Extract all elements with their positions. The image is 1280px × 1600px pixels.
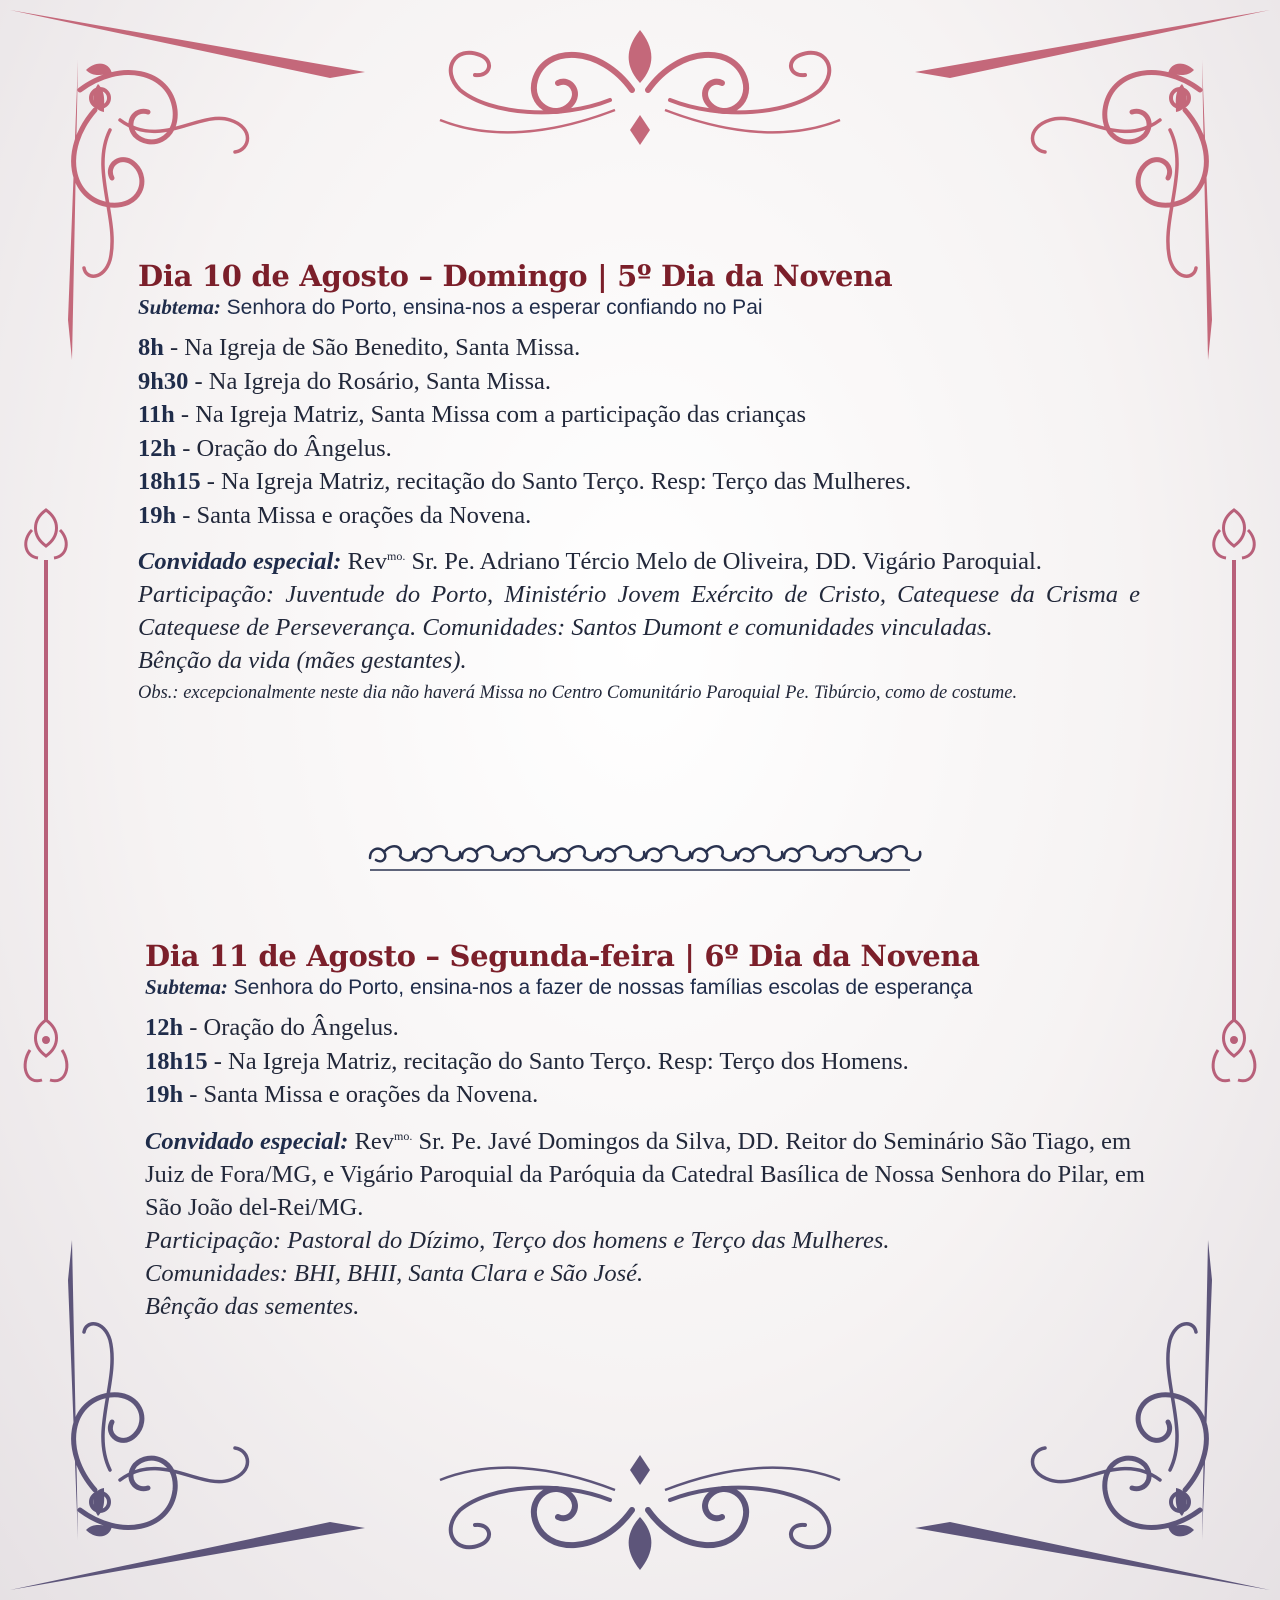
- ornament-right-bar: [1213, 510, 1255, 1081]
- schedule-time: 18h15: [138, 468, 201, 495]
- schedule-time: 12h: [145, 1014, 184, 1041]
- day2-subtheme: [145, 974, 1147, 1001]
- schedule-time: 12h: [138, 434, 177, 462]
- day1-subtheme-label: Subtema:: [138, 295, 221, 319]
- day1-blessing: Bênção da vida (mães gestantes).: [138, 647, 467, 675]
- schedule-item: [145, 1011, 1147, 1045]
- guest-text: Sr. Pe. Javé Domingos da Silva, DD. Reitor do Seminário São Tiago, em Juiz de Fora/MG, e Vigário Paroquial da Paróquia da Catedral Basílica de Nossa Senhora do Pilar, em São João del-Rei/MG.: [145, 1127, 1145, 1221]
- day1-section: [138, 258, 1140, 710]
- guest-rev: Rev: [348, 1127, 395, 1155]
- day1-subtheme-text: Senhora do Porto, ensina-nos a esperar confiando no Pai: [220, 296, 763, 319]
- schedule-time: 8h: [138, 334, 164, 361]
- day2-guest: [145, 1120, 1147, 1224]
- schedule-time: 19h: [138, 501, 177, 529]
- day2-title: Dia 11 de Agosto – Segunda-feira | 6º Dia da Novena: [145, 939, 980, 973]
- schedule-item: [138, 398, 1140, 432]
- schedule-text: - Santa Missa e orações da Novena.: [183, 1081, 539, 1108]
- schedule-item: [138, 465, 1140, 499]
- day2-blessing: Bênção das sementes.: [145, 1292, 360, 1320]
- day1-title: Dia 10 de Agosto – Domingo | 5º Dia da Novena: [138, 259, 893, 293]
- schedule-text: - Na Igreja Matriz, recitação do Santo Terço. Resp: Terço das Mulheres.: [200, 468, 912, 495]
- ornament-left-bar: [25, 510, 67, 1081]
- schedule-item: [145, 1045, 1147, 1079]
- day2-subtheme-text: Senhora do Porto, ensina-nos a fazer de nossas famílias escolas de esperança: [227, 976, 973, 999]
- ornament-bottom-center: [440, 1455, 840, 1570]
- schedule-text: - Na Igreja do Rosário, Santa Missa.: [188, 367, 552, 395]
- schedule-text: - Santa Missa e orações da Novena.: [176, 501, 532, 529]
- schedule-text: - Oração do Ângelus.: [176, 434, 392, 462]
- schedule-item: [138, 432, 1140, 466]
- guest-label: Convidado especial:: [138, 548, 342, 576]
- schedule-text: - Oração do Ângelus.: [183, 1014, 399, 1041]
- guest-sup: mo.: [394, 1128, 413, 1143]
- guest-rev: Rev: [341, 548, 388, 576]
- day1-participation: Participação: Juventude do Porto, Ministério Jovem Exército de Cristo, Catequese da Crisma e Catequese de Perseverança. Comunidades: Santos Dumont e comunidades vinculadas.: [138, 581, 1140, 642]
- schedule-time: 18h15: [145, 1047, 208, 1075]
- schedule-item: [138, 499, 1140, 533]
- schedule-item: [145, 1078, 1147, 1112]
- schedule-time: 19h: [145, 1081, 184, 1108]
- day1-schedule: [138, 331, 1140, 532]
- schedule-time: 11h: [138, 401, 175, 428]
- day2-participation: Participação: Pastoral do Dízimo, Terço dos homens e Terço das Mulheres.: [145, 1226, 890, 1254]
- schedule-item: [138, 365, 1140, 399]
- schedule-item: [138, 331, 1140, 365]
- schedule-text: - Na Igreja Matriz, Santa Missa com a participação das crianças: [174, 401, 807, 428]
- day1-subtheme: [138, 294, 1140, 321]
- schedule-time: 9h30: [138, 367, 189, 395]
- day1-guest: [138, 540, 1140, 578]
- section-divider: [370, 846, 920, 870]
- day2-schedule: [145, 1011, 1147, 1112]
- guest-label: Convidado especial:: [145, 1127, 349, 1155]
- ornament-top-center: [440, 30, 840, 145]
- day2-subtheme-label: Subtema:: [145, 975, 228, 999]
- schedule-text: - Na Igreja Matriz, recitação do Santo Terço. Resp: Terço dos Homens.: [207, 1047, 909, 1075]
- day1-obs: Obs.: excepcionalmente neste dia não haverá Missa no Centro Comunitário Paroquial Pe. Tibúrcio, como de costume.: [138, 683, 1018, 704]
- day2-section: [145, 938, 1147, 1323]
- guest-text: Sr. Pe. Adriano Tércio Melo de Oliveira, DD. Vigário Paroquial.: [405, 548, 1042, 576]
- day2-communities: Comunidades: BHI, BHII, Santa Clara e São José.: [145, 1259, 644, 1287]
- schedule-text: - Na Igreja de São Benedito, Santa Missa.: [163, 334, 581, 361]
- guest-sup: mo.: [387, 549, 406, 563]
